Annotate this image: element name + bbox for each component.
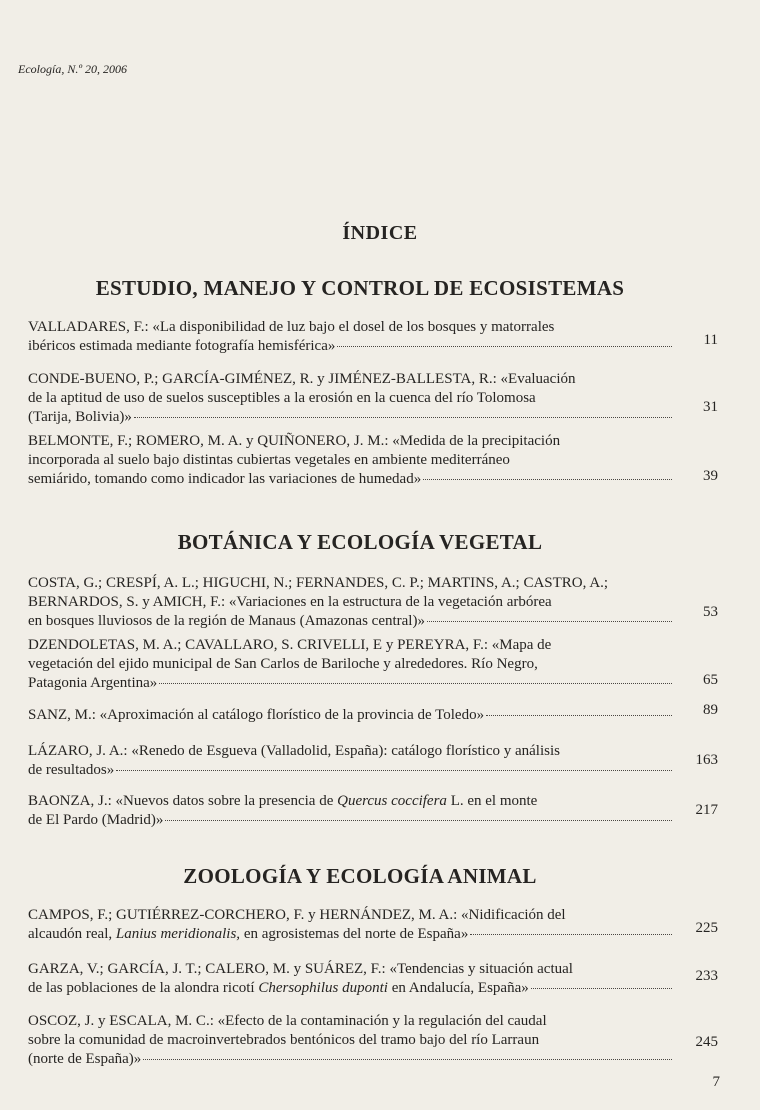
entry-text xyxy=(28,370,672,427)
entry-line: DZENDOLETAS, M. A.; CAVALLARO, S. CRIVELLI, E y PEREYRA, F.: «Mapa de xyxy=(28,637,552,653)
entry-line xyxy=(28,408,672,427)
entry-text xyxy=(28,792,672,830)
dot-leader xyxy=(486,715,672,716)
page-number: 31 xyxy=(703,399,718,415)
page-number: 217 xyxy=(695,802,718,818)
entry-text xyxy=(28,742,672,780)
toc-entry[interactable] xyxy=(28,574,718,631)
entry-line xyxy=(28,811,672,830)
dot-leader xyxy=(423,479,672,480)
toc-entry[interactable] xyxy=(28,702,718,725)
entry-text xyxy=(28,906,672,944)
toc-entry[interactable] xyxy=(28,636,718,693)
dot-leader xyxy=(531,988,672,989)
entry-line-text: en bosques lluviosos de la región de Manaus (Amazonas central)» xyxy=(28,613,425,629)
entry-text xyxy=(28,706,672,725)
toc-entry[interactable] xyxy=(28,432,718,489)
entry-line: BELMONTE, F.; ROMERO, M. A. y QUIÑONERO, J. M.: «Medida de la precipitación xyxy=(28,433,561,449)
dot-leader xyxy=(165,820,672,821)
entry-line-text: BAONZA, J.: «Nuevos datos sobre la presencia de xyxy=(28,793,338,809)
species-name: Chersophilus duponti xyxy=(258,980,388,996)
entry-line xyxy=(28,925,672,944)
dot-leader xyxy=(470,934,672,935)
page-number: 245 xyxy=(695,1034,718,1050)
entry-text xyxy=(28,636,672,693)
entry-line xyxy=(28,792,672,811)
entry-line: vegetación del ejido municipal de San Carlos de Bariloche y alrededores. Río Negro, xyxy=(28,656,538,672)
entry-line xyxy=(28,979,672,998)
entry-line: COSTA, G.; CRESPÍ, A. L.; HIGUCHI, N.; FERNANDES, C. P.; MARTINS, A.; CASTRO, A.; xyxy=(28,575,609,591)
toc-entry[interactable] xyxy=(28,742,718,780)
toc-entry[interactable] xyxy=(28,318,718,356)
entry-line xyxy=(28,706,672,725)
section-heading-zoologia: ZOOLOGÍA Y ECOLOGÍA ANIMAL xyxy=(183,864,537,888)
species-name: Quercus coccifera xyxy=(337,793,447,809)
species-name: Lanius meridionalis, xyxy=(115,926,241,942)
entry-text xyxy=(28,1012,672,1069)
entry-line: incorporada al suelo bajo distintas cubiertas vegetales en ambiente mediterráneo xyxy=(28,452,510,468)
entry-line-text: (Tarija, Bolivia)» xyxy=(28,409,132,425)
page-title: ÍNDICE xyxy=(342,222,418,244)
entry-line: VALLADARES, F.: «La disponibilidad de luz bajo el dosel de los bosques y matorrales xyxy=(28,319,555,335)
entry-line-text: alcaudón real, xyxy=(28,926,116,942)
page-number: 11 xyxy=(703,332,718,348)
section-heading-ecosistemas: ESTUDIO, MANEJO Y CONTROL DE ECOSISTEMAS xyxy=(95,276,625,300)
dot-leader xyxy=(143,1059,672,1060)
entry-line xyxy=(28,337,672,356)
page-number: 65 xyxy=(703,672,718,688)
entry-line: LÁZARO, J. A.: «Renedo de Esgueva (Valladolid, España): catálogo florístico y análisis xyxy=(28,743,560,759)
section-heading-botanica: BOTÁNICA Y ECOLOGÍA VEGETAL xyxy=(177,530,543,554)
entry-line-text: de las poblaciones de la alondra ricotí xyxy=(28,980,259,996)
entry-line-text: semiárido, tomando como indicador las variaciones de humedad» xyxy=(28,471,422,487)
page-number: 39 xyxy=(703,468,718,484)
dot-leader xyxy=(159,683,672,684)
entry-line: CONDE-BUENO, P.; GARCÍA-GIMÉNEZ, R. y JIMÉNEZ-BALLESTA, R.: «Evaluación xyxy=(28,371,576,387)
page-number: 233 xyxy=(695,968,718,984)
toc-entry[interactable] xyxy=(28,1012,718,1069)
entry-text xyxy=(28,432,672,489)
entry-text xyxy=(28,574,672,631)
page-number: 89 xyxy=(703,702,718,718)
entry-line: CAMPOS, F.; GUTIÉRREZ-CORCHERO, F. y HERNÁNDEZ, M. A.: «Nidificación del xyxy=(28,907,566,923)
entry-line-text: (norte de España)» xyxy=(28,1051,142,1067)
entry-line-text: de resultados» xyxy=(28,762,115,778)
page-number: 163 xyxy=(695,752,718,768)
entry-line: BERNARDOS, S. y AMICH, F.: «Variaciones en la estructura de la vegetación arbórea xyxy=(28,594,552,610)
entry-line: GARZA, V.; GARCÍA, J. T.; CALERO, M. y SUÁREZ, F.: «Tendencias y situación actual xyxy=(28,961,573,977)
entry-line xyxy=(28,674,672,693)
entry-line xyxy=(28,761,672,780)
entry-line: OSCOZ, J. y ESCALA, M. C.: «Efecto de la contaminación y la regulación del caudal xyxy=(28,1013,547,1029)
dot-leader xyxy=(116,770,672,771)
toc-entry[interactable] xyxy=(28,960,718,998)
dot-leader xyxy=(427,621,672,622)
running-head: Ecología, N.º 20, 2006 xyxy=(18,62,128,76)
toc-entry[interactable] xyxy=(28,906,718,944)
entry-line xyxy=(28,612,672,631)
entry-line-text: SANZ, M.: «Aproximación al catálogo florístico de la provincia de Toledo» xyxy=(28,707,485,723)
entry-line: de la aptitud de uso de suelos susceptibles a la erosión en la cuenca del río Tolomosa xyxy=(28,390,536,406)
entry-line-text: en agrosistemas del norte de España» xyxy=(240,926,469,942)
entry-line xyxy=(28,1050,672,1069)
entry-line-text: en Andalucía, España» xyxy=(387,980,529,996)
folio-page-number: 7 xyxy=(712,1074,720,1090)
toc-entry[interactable] xyxy=(28,792,718,830)
entry-line: sobre la comunidad de macroinvertebrados bentónicos del tramo bajo del río Larraun xyxy=(28,1032,540,1048)
toc-entry[interactable] xyxy=(28,370,718,427)
page-number: 53 xyxy=(703,604,718,620)
entry-line-text: ibéricos estimada mediante fotografía hemisférica» xyxy=(28,338,336,354)
entry-line-text: Patagonia Argentina» xyxy=(28,675,158,691)
entry-line xyxy=(28,470,672,489)
entry-line-text: L. en el monte xyxy=(446,793,538,809)
page-number: 225 xyxy=(695,920,718,936)
entry-text xyxy=(28,960,672,998)
dot-leader xyxy=(337,346,672,347)
dot-leader xyxy=(134,417,672,418)
entry-text xyxy=(28,318,672,356)
entry-line-text: de El Pardo (Madrid)» xyxy=(28,812,164,828)
